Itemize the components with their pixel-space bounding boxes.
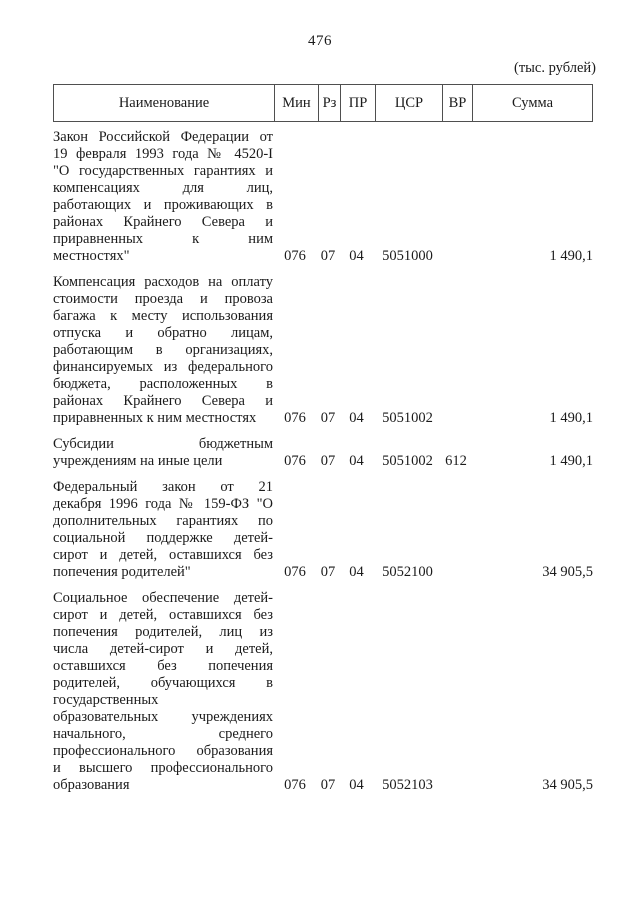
- row-rz: 07: [320, 248, 336, 264]
- row-name-line: сирот и детей, оставшихся без: [53, 607, 273, 623]
- row-name-line: районах Крайнего Севера и: [53, 214, 273, 230]
- row-name-line: приравненных к ним: [53, 231, 273, 247]
- row-rz: 07: [320, 564, 336, 580]
- row-name-line: стоимости проезда и провоза: [53, 291, 273, 307]
- row-name-line: работающих и проживающих в: [53, 197, 273, 213]
- row-name-line: 19 февраля 1993 года № 4520-I: [53, 146, 273, 162]
- page-number: 476: [308, 33, 332, 49]
- row-name-line: попечения родителей, лиц из: [53, 624, 273, 640]
- row-name-line: числа детей-сирот и детей,: [53, 641, 273, 657]
- table-header-row: [53, 84, 593, 122]
- row-summa: 34 905,5: [542, 564, 593, 580]
- col-header-csr: ЦСР: [375, 85, 442, 121]
- row-name: [53, 479, 273, 581]
- table-row: [53, 436, 593, 470]
- row-name-line: декабря 1996 года № 159-ФЗ "О: [53, 496, 273, 512]
- row-name-line: родителей, обучающихся в: [53, 675, 273, 691]
- row-name-line: оставшихся без попечения: [53, 658, 273, 674]
- row-csr: 5051000: [382, 248, 433, 264]
- row-min: 076: [284, 453, 306, 469]
- table-body: [53, 129, 593, 794]
- row-name-line: образовательных учреждениях: [53, 709, 273, 725]
- row-summa: 34 905,5: [542, 777, 593, 793]
- row-name: [53, 129, 273, 265]
- col-header-min: Мин: [274, 85, 318, 121]
- row-csr: 5052103: [382, 777, 433, 793]
- row-name-line: социальной поддержке детей-: [53, 530, 273, 546]
- row-summa: 1 490,1: [549, 410, 593, 426]
- row-summa: 1 490,1: [549, 248, 593, 264]
- row-summa: 1 490,1: [549, 453, 593, 469]
- row-name-line: государственных: [53, 692, 159, 708]
- row-name-line: Социальное обеспечение детей-: [53, 590, 273, 606]
- row-name-line: попечения родителей": [53, 564, 191, 580]
- row-name-line: работающим в организациях,: [53, 342, 273, 358]
- row-pr: 04: [349, 248, 364, 264]
- row-name-line: компенсациях для лиц,: [53, 180, 273, 196]
- table-row: [53, 479, 593, 581]
- row-name-line: учреждениям на иные цели: [53, 453, 223, 469]
- row-name: [53, 436, 273, 470]
- budget-table: [53, 84, 593, 794]
- row-name-line: районах Крайнего Севера и: [53, 393, 273, 409]
- row-rz: 07: [320, 410, 336, 426]
- units-note: (тыс. рублей): [514, 60, 596, 76]
- row-rz: 07: [320, 777, 336, 793]
- col-header-pr: ПР: [340, 85, 375, 121]
- row-name-line: "О государственных гарантиях и: [53, 163, 273, 179]
- row-vr: 612: [445, 453, 467, 469]
- row-name-line: приравненных к ним местностях: [53, 410, 257, 426]
- row-min: 076: [284, 564, 306, 580]
- row-name-line: финансируемых из федерального: [53, 359, 273, 375]
- row-min: 076: [284, 777, 306, 793]
- row-pr: 04: [349, 453, 364, 469]
- row-name-line: Компенсация расходов на оплату: [53, 274, 273, 290]
- row-name-line: Субсидии бюджетным: [53, 436, 273, 452]
- col-header-rz: Рз: [318, 85, 340, 121]
- row-name: [53, 274, 273, 427]
- table-row: [53, 129, 593, 265]
- col-header-summa: Сумма: [472, 85, 592, 121]
- row-name-line: сирот и детей, оставшихся без: [53, 547, 273, 563]
- col-header-vr: ВР: [442, 85, 472, 121]
- row-name: [53, 590, 273, 794]
- row-name-line: багажа к месту использования: [53, 308, 273, 324]
- table-row: [53, 590, 593, 794]
- row-csr: 5052100: [382, 564, 433, 580]
- row-name-line: начального, среднего: [53, 726, 273, 742]
- row-pr: 04: [349, 564, 364, 580]
- row-name-line: образования: [53, 777, 130, 793]
- row-name-line: местностях": [53, 248, 130, 264]
- row-name-line: отпуска и обратно лицам,: [53, 325, 273, 341]
- row-min: 076: [284, 410, 306, 426]
- row-rz: 07: [320, 453, 336, 469]
- row-name-line: дополнительных гарантиях по: [53, 513, 273, 529]
- row-name-line: и высшего профессионального: [53, 760, 273, 776]
- row-name-line: Федеральный закон от 21: [53, 479, 273, 495]
- row-name-line: профессионального образования: [53, 743, 273, 759]
- row-csr: 5051002: [382, 453, 433, 469]
- row-name-line: Закон Российской Федерации от: [53, 129, 273, 145]
- col-header-name: Наименование: [118, 94, 210, 111]
- row-pr: 04: [349, 777, 364, 793]
- row-csr: 5051002: [382, 410, 433, 426]
- row-min: 076: [284, 248, 306, 264]
- row-pr: 04: [349, 410, 364, 426]
- row-name-line: бюджета, расположенных в: [53, 376, 273, 392]
- table-row: [53, 274, 593, 427]
